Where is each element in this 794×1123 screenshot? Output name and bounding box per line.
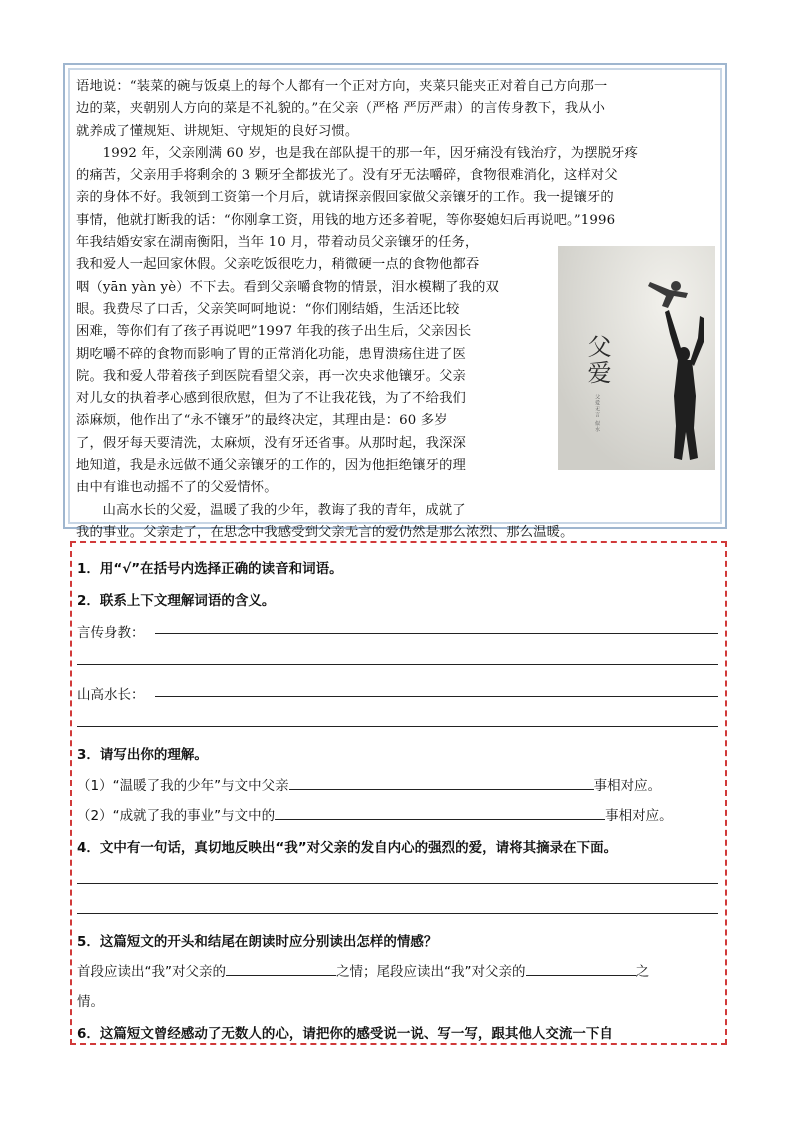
illustration-subtitle: 父爱无言 似水 bbox=[594, 394, 600, 433]
q3-item-1-suffix: 事相对应。 bbox=[593, 778, 662, 794]
q2-term-label: 山高水长： bbox=[77, 687, 145, 703]
passage-line: 语地说：“装菜的碗与饭桌上的每个人都有一个正对方向，夹菜只能夹正对着自己方向那一 bbox=[76, 79, 608, 94]
q5-part-a: 首段应读出“我”对父亲的 bbox=[77, 964, 226, 980]
passage-line: 了，假牙每天要清洗，太麻烦，没有牙还省事。从那时起，我深深 bbox=[76, 435, 466, 451]
passage-line: 期吃嚼不碎的食物而影响了胃的正常消化功能，患胃溃疡住进了医 bbox=[76, 346, 466, 362]
passage-line: 事情，他就打断我的话：“你刚拿工资，用钱的地方还多着呢，等你娶媳妇后再说吧。”1996 bbox=[76, 212, 616, 228]
question-3: 3．请写出你的理解。 bbox=[77, 747, 208, 763]
answer-blank[interactable] bbox=[275, 805, 605, 820]
question-6: 6．这篇短文曾经感动了无数人的心，请把你的感受说一说、写一写，跟其他人交流一下自 bbox=[77, 1026, 613, 1042]
paragraph-3 bbox=[76, 500, 722, 545]
q5-answer-row bbox=[77, 960, 717, 980]
passage-line: 就养成了懂规矩、讲规矩、守规矩的良好习惯。 bbox=[76, 123, 359, 139]
q3-item-1 bbox=[77, 774, 717, 794]
illustration-title: 父爱 bbox=[583, 334, 611, 386]
passage-line: 地知道，我是永远做不通父亲镶牙的工作的，因为他拒绝镶牙的理 bbox=[76, 458, 466, 474]
q3-item-2 bbox=[77, 804, 717, 824]
q2-term-label: 言传身教： bbox=[77, 625, 145, 641]
q3-item-1-prefix: （1）“温暖了我的少年”与文中父亲 bbox=[77, 778, 289, 794]
q5-continuation: 情。 bbox=[77, 994, 104, 1010]
passage-line: 年我结婚安家在湖南衡阳，当年 10 月，带着动员父亲镶牙的任务， bbox=[76, 235, 479, 251]
question-4: 4．文中有一句话，真切地反映出“我”对父亲的发自内心的强烈的爱，请将其摘录在下面。 bbox=[77, 840, 618, 856]
q3-item-2-prefix: （2）“成就了我的事业”与文中的 bbox=[77, 808, 276, 824]
passage-line: 眼。我费尽了口舌，父亲笑呵呵地说：“你们刚结婚，生活还比较 bbox=[76, 301, 460, 317]
passage-line: 山高水长的父爱，温暖了我的少年，教诲了我的青年，成就了 bbox=[102, 502, 466, 518]
q3-item-2-suffix: 事相对应。 bbox=[605, 808, 673, 824]
answer-blank[interactable] bbox=[526, 961, 636, 976]
answer-line[interactable] bbox=[77, 913, 718, 914]
paragraph-1 bbox=[76, 76, 722, 143]
answer-blank[interactable] bbox=[289, 775, 594, 790]
passage-line: 亲的身体不好。我领到工资第一个月后，就请探亲假回家做父亲镶牙的工作。我一提镶牙的 bbox=[76, 190, 614, 206]
passage-line: 我的事业。父亲走了，在思念中我感受到父亲无言的爱仍然是那么浓烈、那么温暖。 bbox=[76, 524, 574, 540]
passage-line: 添麻烦，他作出了“永不镶牙”的最终决定，其理由是：60 多岁 bbox=[76, 413, 448, 429]
answer-line[interactable] bbox=[155, 696, 718, 697]
passage-line: 由中有谁也动摇不了的父爱情怀。 bbox=[76, 480, 278, 496]
q5-part-b: 之情；尾段应读出“我”对父亲的 bbox=[336, 964, 526, 980]
passage-line: 院。我和爱人带着孩子到医院看望父亲，再一次央求他镶牙。父亲 bbox=[76, 368, 466, 384]
question-2: 2．联系上下文理解词语的含义。 bbox=[77, 593, 276, 609]
q5-part-c: 之 bbox=[635, 964, 649, 980]
answer-line[interactable] bbox=[77, 726, 718, 727]
answer-blank[interactable] bbox=[226, 961, 336, 976]
answer-line[interactable] bbox=[155, 633, 718, 634]
passage-line: 困难，等你们有了孩子再说吧”1997 年我的孩子出生后，父亲因长 bbox=[76, 324, 472, 340]
passage-line: 1992 年，父亲刚满 60 岁，也是我在部队提干的那一年，因牙痛没有钱治疗，为摆脱牙疼 bbox=[102, 145, 639, 161]
question-5: 5．这篇短文的开头和结尾在朗读时应分别读出怎样的情感？ bbox=[77, 934, 438, 950]
passage-line: 的痛苦，父亲用手将剩余的 3 颗牙全都拔光了。没有牙无法嚼碎，食物很难消化，这样对父 bbox=[76, 168, 618, 184]
passage-line: 我和爱人一起回家休假。父亲吃饭很吃力，稍微硬一点的食物他都吞 bbox=[76, 257, 480, 273]
passage-line: 边的菜，夹朝别人方向的菜是不礼貌的。”在父亲（严格 严厉严肃）的言传身教下，我从小 bbox=[76, 101, 606, 117]
answer-line[interactable] bbox=[77, 664, 718, 665]
answer-line[interactable] bbox=[77, 883, 718, 884]
question-1: 1．用“√”在括号内选择正确的读音和词语。 bbox=[77, 561, 343, 577]
father-love-illustration bbox=[558, 246, 715, 470]
passage-line: 咽（yān yàn yè）不下去。看到父亲嚼食物的情景，泪水模糊了我的双 bbox=[76, 279, 499, 295]
passage-line: 对儿女的执着孝心感到很欣慰，但为了不让我花钱，为了不给我们 bbox=[76, 391, 466, 407]
